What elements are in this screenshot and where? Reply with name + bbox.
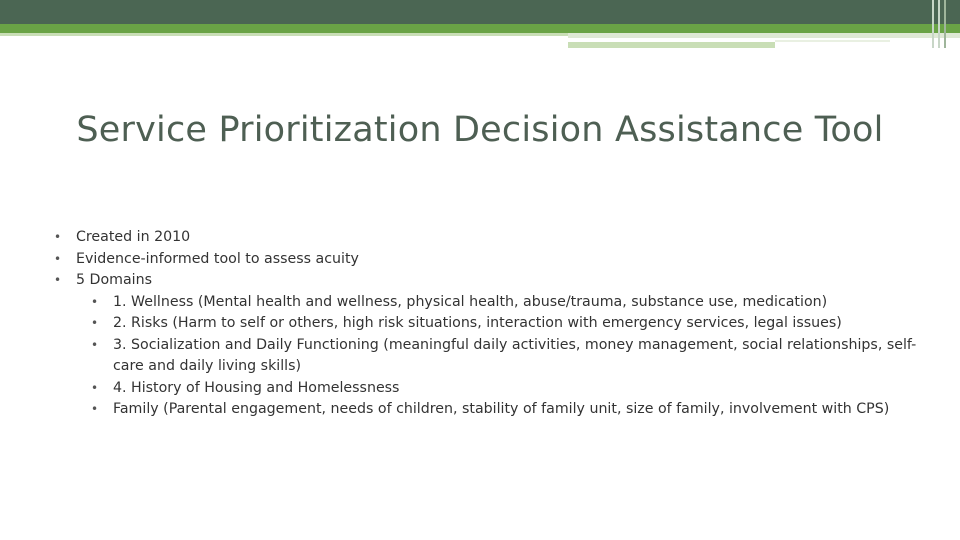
- list-item-text: Evidence-informed tool to assess acuity: [76, 250, 359, 267]
- sub-list-item-text: 2. Risks (Harm to self or others, high risk situations, interaction with emergency services, legal issues): [113, 315, 842, 331]
- list-item-text: 5 Domains: [76, 272, 152, 288]
- list-item: [52, 249, 932, 271]
- sub-list-item: [89, 313, 932, 335]
- header-vertical-line: [932, 0, 934, 48]
- header-accent-bar-light: [568, 33, 960, 38]
- header-vertical-line: [938, 0, 940, 48]
- list-item: [52, 270, 932, 292]
- list-item-text: Created in 2010: [76, 229, 191, 245]
- sub-list-item-text: Family (Parental engagement, needs of children, stability of family unit, size of family, involvement with CPS): [113, 401, 890, 417]
- bullet-icon: •: [54, 273, 62, 287]
- sub-list-item-text: 1. Wellness (Mental health and wellness, physical health, abuse/trauma, substance use, medication): [113, 293, 828, 310]
- sub-list-item: [89, 378, 932, 400]
- bullet-icon: •: [54, 230, 62, 244]
- header-accent-bar-short: [568, 42, 775, 48]
- slide-title: Service Prioritization Decision Assistance Tool: [76, 110, 884, 150]
- sub-list-item: [89, 292, 932, 314]
- sub-list-item: [89, 335, 932, 378]
- header-accent-thin-line: [775, 40, 890, 42]
- bullet-list: [52, 227, 932, 421]
- bullet-icon: •: [54, 251, 62, 266]
- bullet-icon: •: [91, 380, 99, 395]
- bullet-icon: •: [91, 337, 99, 352]
- header-green-bar: [0, 24, 960, 33]
- sub-list-item-text: 3. Socialization and Daily Functioning (meaningful daily activities, money management, social relationships, self-care and daily living skills): [113, 336, 917, 374]
- header-dark-bar: [0, 0, 960, 24]
- bullet-icon: •: [91, 402, 99, 416]
- header-accent-line-left: [0, 33, 568, 36]
- bullet-icon: •: [91, 294, 99, 309]
- sub-list-item-text: 4. History of Housing and Homelessness: [113, 379, 400, 396]
- list-item: [52, 227, 932, 249]
- header-vertical-line: [944, 0, 946, 48]
- bullet-icon: •: [91, 316, 99, 330]
- sub-list-item: [89, 399, 932, 421]
